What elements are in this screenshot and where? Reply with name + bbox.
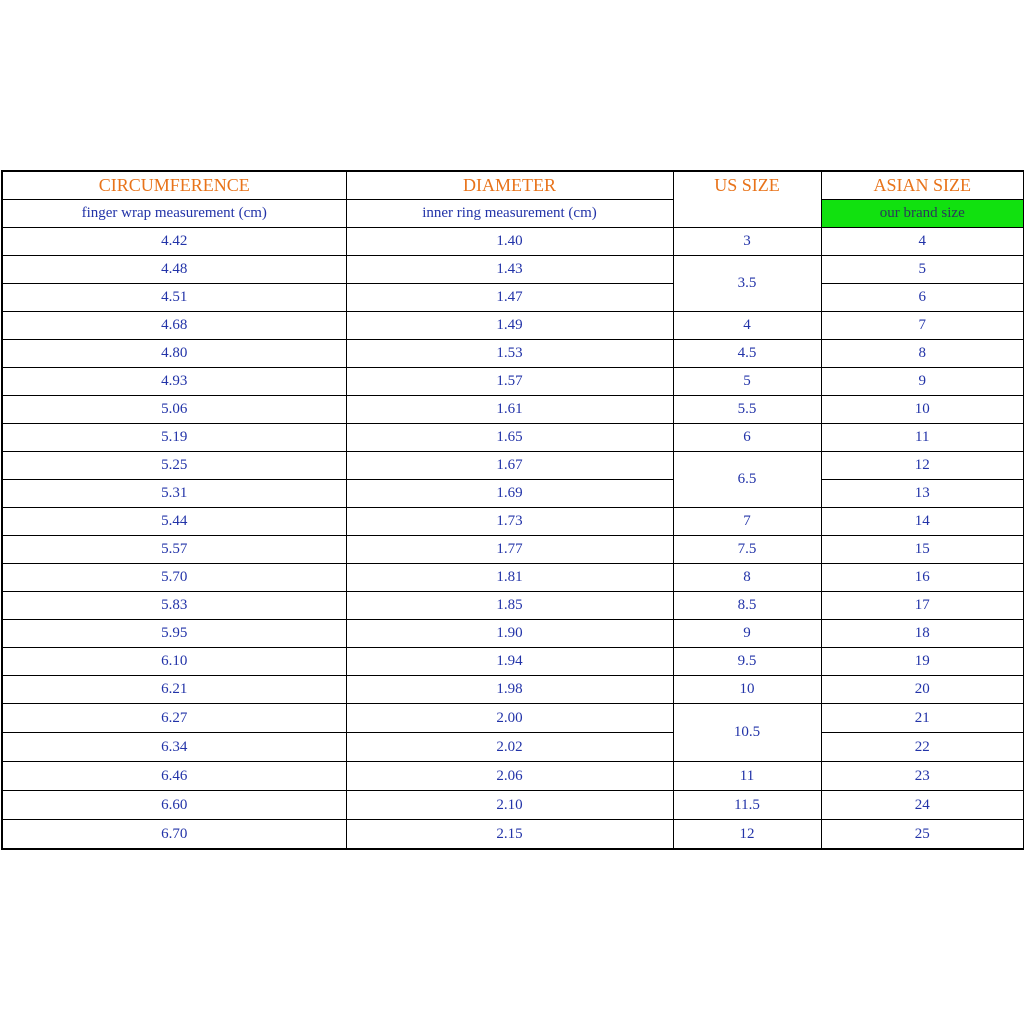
us-size-cell: 6.5 xyxy=(673,452,821,508)
circumference-subheader: finger wrap measurement (cm) xyxy=(2,200,346,228)
diameter-cell: 1.77 xyxy=(346,536,673,564)
us-size-cell: 7 xyxy=(673,508,821,536)
table-row xyxy=(2,820,1024,850)
circumference-cell: 4.51 xyxy=(2,284,346,312)
us-size-cell: 8.5 xyxy=(673,592,821,620)
table-row xyxy=(2,592,1024,620)
us-size-cell: 3.5 xyxy=(673,256,821,312)
circumference-cell: 5.06 xyxy=(2,396,346,424)
us-size-cell: 3 xyxy=(673,228,821,256)
circumference-cell: 5.70 xyxy=(2,564,346,592)
subheader-row xyxy=(2,200,1024,228)
circumference-cell: 5.83 xyxy=(2,592,346,620)
diameter-cell: 1.49 xyxy=(346,312,673,340)
asian-size-cell: 22 xyxy=(821,733,1024,762)
diameter-cell: 1.85 xyxy=(346,592,673,620)
circumference-cell: 6.60 xyxy=(2,791,346,820)
us-size-cell: 4 xyxy=(673,312,821,340)
circumference-cell: 4.80 xyxy=(2,340,346,368)
diameter-cell: 1.43 xyxy=(346,256,673,284)
asian-size-cell: 12 xyxy=(821,452,1024,480)
circumference-header: CIRCUMFERENCE xyxy=(2,171,346,200)
circumference-cell: 6.21 xyxy=(2,676,346,704)
diameter-cell: 2.06 xyxy=(346,762,673,791)
circumference-cell: 5.19 xyxy=(2,424,346,452)
diameter-cell: 1.61 xyxy=(346,396,673,424)
us-size-cell: 5 xyxy=(673,368,821,396)
asian-size-cell: 10 xyxy=(821,396,1024,424)
diameter-header: DIAMETER xyxy=(346,171,673,200)
asian-size-cell: 21 xyxy=(821,704,1024,733)
us-size-cell: 4.5 xyxy=(673,340,821,368)
asian-size-cell: 9 xyxy=(821,368,1024,396)
table-row xyxy=(2,228,1024,256)
asian-size-header: ASIAN SIZE xyxy=(821,171,1024,200)
diameter-cell: 2.10 xyxy=(346,791,673,820)
diameter-cell: 1.67 xyxy=(346,452,673,480)
us-size-cell: 10.5 xyxy=(673,704,821,762)
circumference-cell: 6.34 xyxy=(2,733,346,762)
diameter-cell: 2.00 xyxy=(346,704,673,733)
diameter-cell: 1.69 xyxy=(346,480,673,508)
diameter-cell: 1.53 xyxy=(346,340,673,368)
circumference-cell: 5.25 xyxy=(2,452,346,480)
us-size-cell: 5.5 xyxy=(673,396,821,424)
table-row xyxy=(2,620,1024,648)
asian-size-cell: 6 xyxy=(821,284,1024,312)
table-row xyxy=(2,762,1024,791)
asian-size-cell: 8 xyxy=(821,340,1024,368)
circumference-cell: 5.44 xyxy=(2,508,346,536)
table-row xyxy=(2,536,1024,564)
diameter-cell: 1.98 xyxy=(346,676,673,704)
diameter-cell: 1.40 xyxy=(346,228,673,256)
asian-size-cell: 13 xyxy=(821,480,1024,508)
us-size-cell: 9.5 xyxy=(673,648,821,676)
asian-size-cell: 7 xyxy=(821,312,1024,340)
us-size-cell: 8 xyxy=(673,564,821,592)
circumference-cell: 6.10 xyxy=(2,648,346,676)
us-size-cell: 12 xyxy=(673,820,821,850)
table-row xyxy=(2,508,1024,536)
asian-size-cell: 18 xyxy=(821,620,1024,648)
us-size-cell: 9 xyxy=(673,620,821,648)
table-row xyxy=(2,791,1024,820)
table-row xyxy=(2,452,1024,480)
circumference-cell: 4.42 xyxy=(2,228,346,256)
asian-size-cell: 19 xyxy=(821,648,1024,676)
us-size-cell: 7.5 xyxy=(673,536,821,564)
circumference-cell: 4.68 xyxy=(2,312,346,340)
table-row xyxy=(2,368,1024,396)
asian-size-cell: 20 xyxy=(821,676,1024,704)
diameter-cell: 1.73 xyxy=(346,508,673,536)
us-size-cell: 11.5 xyxy=(673,791,821,820)
table-row xyxy=(2,733,1024,762)
table-row xyxy=(2,564,1024,592)
table-row xyxy=(2,396,1024,424)
diameter-cell: 1.65 xyxy=(346,424,673,452)
asian-size-cell: 4 xyxy=(821,228,1024,256)
diameter-cell: 1.81 xyxy=(346,564,673,592)
circumference-cell: 5.95 xyxy=(2,620,346,648)
asian-size-cell: 5 xyxy=(821,256,1024,284)
diameter-cell: 2.15 xyxy=(346,820,673,850)
circumference-cell: 5.31 xyxy=(2,480,346,508)
asian-size-cell: 17 xyxy=(821,592,1024,620)
circumference-cell: 6.70 xyxy=(2,820,346,850)
circumference-cell: 4.93 xyxy=(2,368,346,396)
asian-size-cell: 23 xyxy=(821,762,1024,791)
diameter-cell: 1.47 xyxy=(346,284,673,312)
brand-size-subheader: our brand size xyxy=(821,200,1024,228)
table-row xyxy=(2,256,1024,284)
diameter-cell: 1.94 xyxy=(346,648,673,676)
diameter-cell: 1.57 xyxy=(346,368,673,396)
table-row xyxy=(2,284,1024,312)
table-row xyxy=(2,312,1024,340)
asian-size-cell: 14 xyxy=(821,508,1024,536)
us-size-cell: 6 xyxy=(673,424,821,452)
circumference-cell: 6.27 xyxy=(2,704,346,733)
diameter-subheader: inner ring measurement (cm) xyxy=(346,200,673,228)
us-size-cell: 10 xyxy=(673,676,821,704)
us-size-header: US SIZE xyxy=(673,171,821,228)
diameter-cell: 2.02 xyxy=(346,733,673,762)
table-row xyxy=(2,704,1024,733)
table-row xyxy=(2,648,1024,676)
ring-size-table xyxy=(1,170,1024,850)
table-row xyxy=(2,676,1024,704)
asian-size-cell: 24 xyxy=(821,791,1024,820)
circumference-cell: 5.57 xyxy=(2,536,346,564)
asian-size-cell: 11 xyxy=(821,424,1024,452)
diameter-cell: 1.90 xyxy=(346,620,673,648)
circumference-cell: 4.48 xyxy=(2,256,346,284)
asian-size-cell: 15 xyxy=(821,536,1024,564)
header-row xyxy=(2,171,1024,200)
table-row xyxy=(2,340,1024,368)
us-size-cell: 11 xyxy=(673,762,821,791)
asian-size-cell: 16 xyxy=(821,564,1024,592)
table-row xyxy=(2,480,1024,508)
circumference-cell: 6.46 xyxy=(2,762,346,791)
asian-size-cell: 25 xyxy=(821,820,1024,850)
table-row xyxy=(2,424,1024,452)
